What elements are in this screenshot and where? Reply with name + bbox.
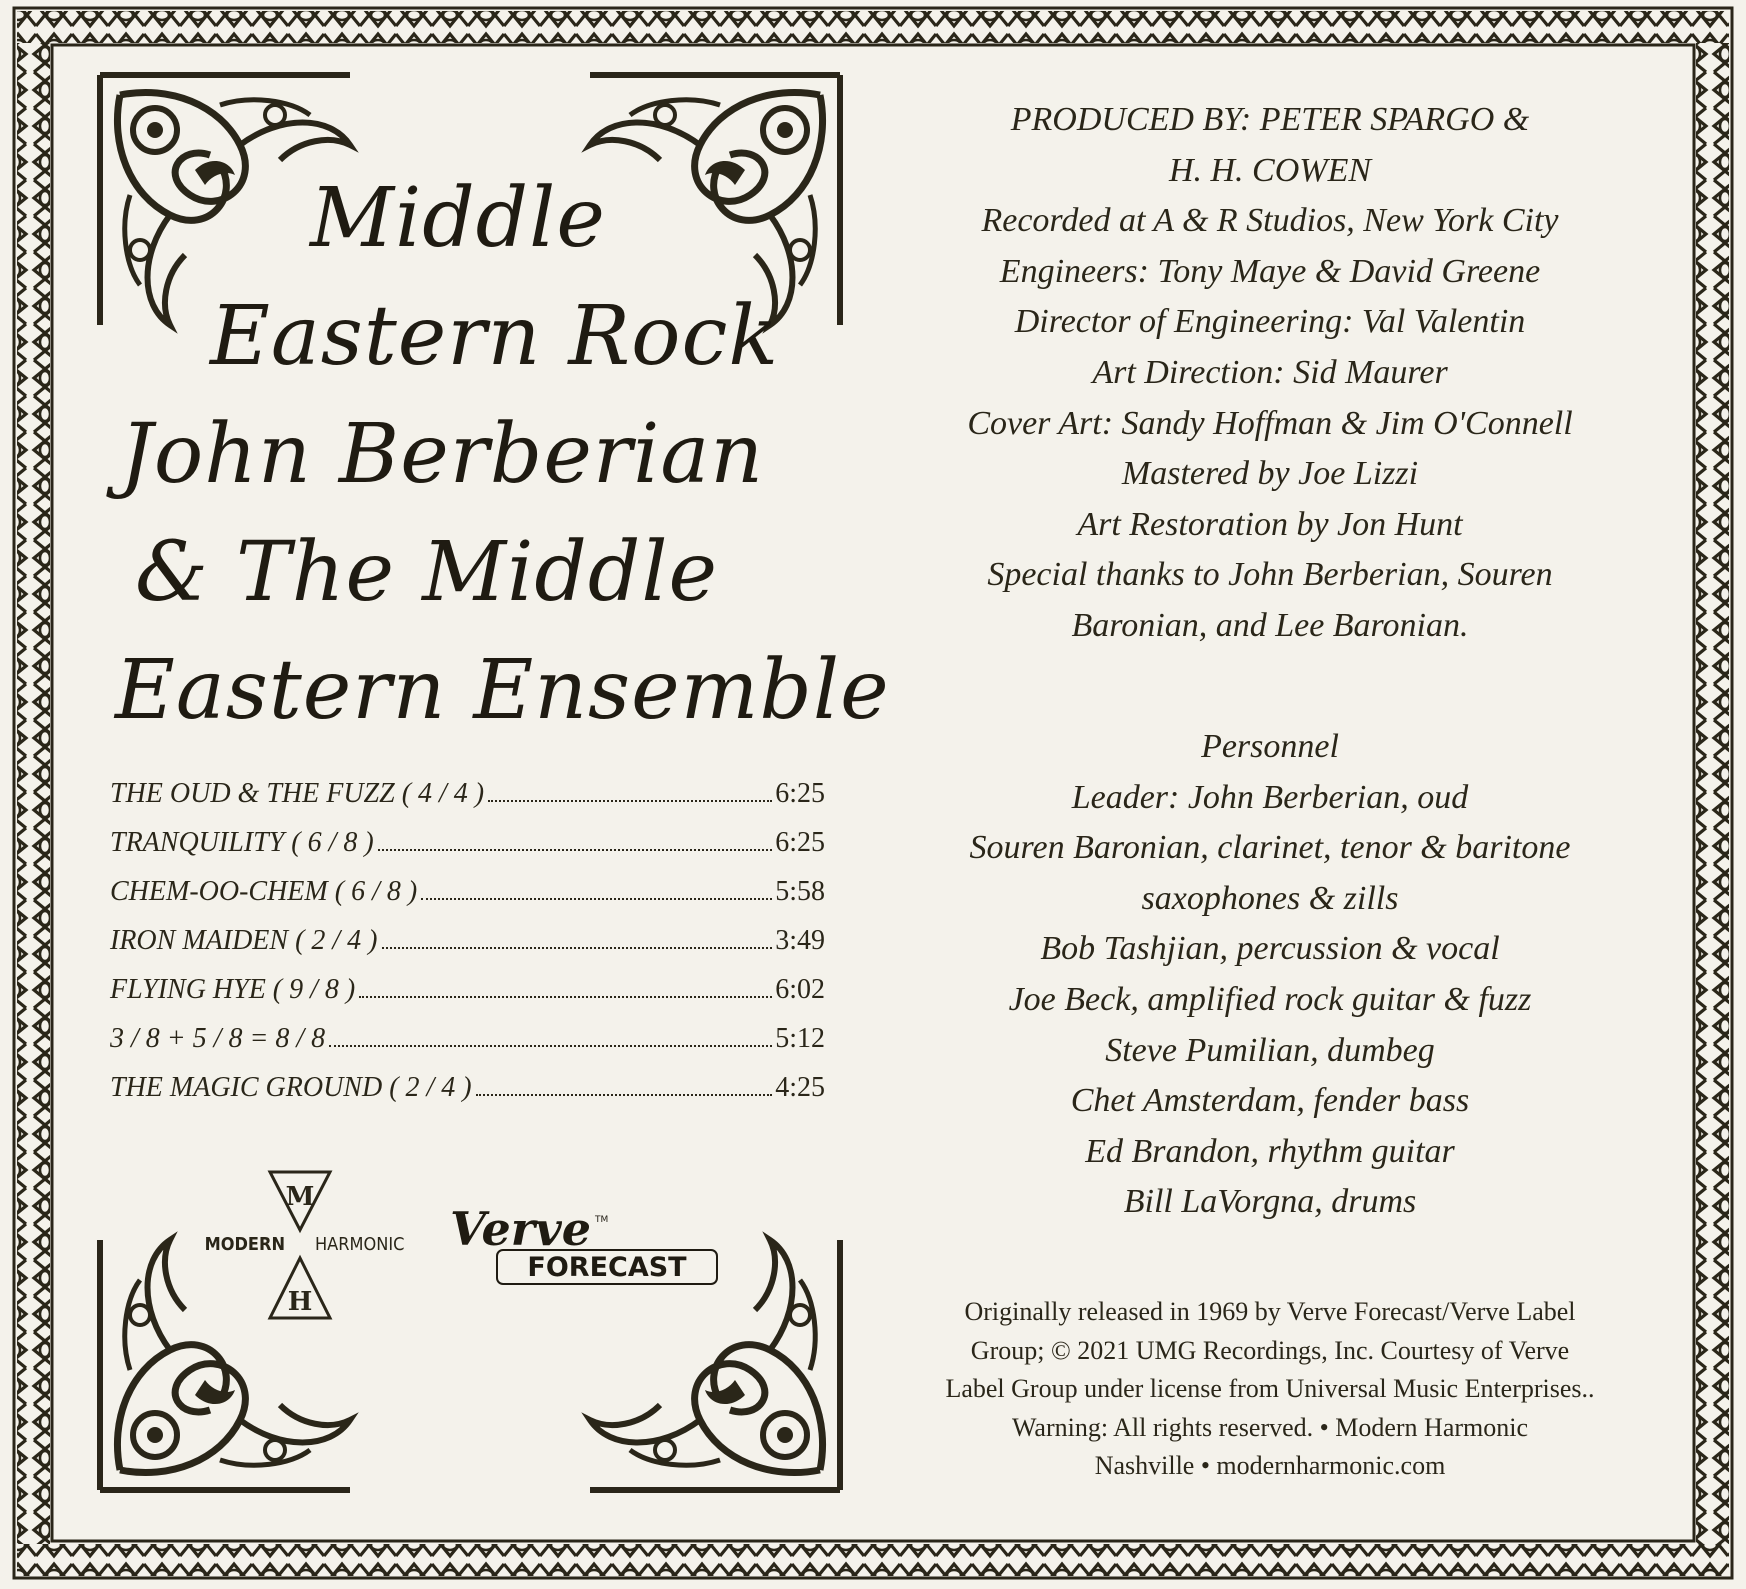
logo-letter-m: M	[285, 1182, 315, 1212]
legal-line: Warning: All rights reserved. • Modern Harmonic	[1011, 1412, 1529, 1442]
credit-line: Art Restoration by Jon Hunt	[1077, 505, 1463, 543]
title-line: & The Middle	[135, 525, 719, 620]
logo-word-modern: MODERN	[204, 1234, 285, 1255]
track-row	[110, 974, 825, 1023]
track-row	[110, 1072, 825, 1121]
track-name: THE MAGIC GROUND ( 2 / 4 )	[110, 1072, 472, 1103]
track-time: 5:12	[775, 1023, 825, 1054]
legal-line: Originally released in 1969 by Verve Forecast/Verve Label	[964, 1297, 1576, 1326]
personnel-line: Chet Amsterdam, fender bass	[1070, 1082, 1470, 1120]
track-row	[110, 1023, 825, 1072]
personnel-line: Joe Beck, amplified rock guitar & fuzz	[1008, 980, 1532, 1018]
track-name: IRON MAIDEN ( 2 / 4 )	[110, 925, 378, 956]
track-time: 3:49	[775, 925, 825, 956]
personnel-line: saxophones & zills	[1141, 879, 1399, 917]
credit-line: Special thanks to John Berberian, Souren	[987, 556, 1553, 594]
credit-line: H. H. COWEN	[1168, 151, 1372, 189]
personnel-line: Souren Baronian, clarinet, tenor & baritone	[969, 829, 1571, 867]
leader-dots	[382, 947, 773, 949]
track-name: CHEM-OO-CHEM ( 6 / 8 )	[110, 876, 418, 907]
legal-line: Group; © 2021 UMG Recordings, Inc. Courtesy of Verve	[970, 1335, 1570, 1365]
leader-dots	[476, 1094, 773, 1096]
credit-line: Art Direction: Sid Maurer	[1092, 353, 1448, 391]
track-name: 3 / 8 + 5 / 8 = 8 / 8	[110, 1023, 326, 1054]
modern-harmonic-logo	[200, 1170, 430, 1320]
personnel-list	[880, 722, 1660, 1228]
leader-dots	[359, 996, 772, 998]
track-time: 6:25	[775, 827, 825, 858]
credit-line: Recorded at A & R Studios, New York City	[981, 202, 1559, 240]
logo-letter-h: H	[287, 1287, 313, 1317]
leader-dots	[488, 800, 772, 802]
legal-line: Label Group under license from Universal Music Enterprises..	[945, 1374, 1595, 1404]
logo-word-harmonic: HARMONIC	[315, 1234, 405, 1255]
credit-line: Mastered by Joe Lizzi	[1121, 455, 1419, 493]
leader-dots	[329, 1045, 772, 1047]
track-list	[110, 778, 825, 1121]
track-name: TRANQUILITY ( 6 / 8 )	[110, 827, 374, 858]
title-line: Eastern Rock	[210, 289, 780, 384]
track-row	[110, 925, 825, 974]
credit-line: Baronian, and Lee Baronian.	[1071, 606, 1469, 644]
title-line: Middle	[310, 171, 606, 266]
track-time: 5:58	[775, 876, 825, 907]
logo-forecast-word: FORECAST	[527, 1252, 687, 1283]
personnel-heading: Personnel	[1201, 728, 1339, 765]
title-line: Eastern Ensemble	[115, 643, 890, 738]
personnel-line: Ed Brandon, rhythm guitar	[1085, 1132, 1455, 1170]
track-time: 6:25	[775, 778, 825, 809]
verve-forecast-logo	[445, 1200, 725, 1290]
track-row	[110, 827, 825, 876]
track-time: 4:25	[775, 1072, 825, 1103]
credit-line: PRODUCED BY: PETER SPARGO &	[1010, 101, 1530, 138]
album-title	[100, 160, 890, 750]
track-row	[110, 876, 825, 925]
personnel-line: Bob Tashjian, percussion & vocal	[1040, 930, 1500, 968]
leader-dots	[378, 849, 773, 851]
leader-dots	[421, 898, 772, 900]
track-row	[110, 778, 825, 827]
track-name: THE OUD & THE FUZZ ( 4 / 4 )	[110, 778, 485, 809]
personnel-line: Leader: John Berberian, oud	[1071, 778, 1469, 816]
credit-line: Director of Engineering: Val Valentin	[1014, 303, 1526, 341]
track-time: 6:02	[775, 974, 825, 1005]
production-credits	[880, 95, 1660, 652]
track-name: FLYING HYE ( 9 / 8 )	[110, 974, 356, 1005]
credit-line: Engineers: Tony Maye & David Greene	[999, 252, 1541, 290]
legal-notice	[880, 1293, 1660, 1486]
credit-line: Cover Art: Sandy Hoffman & Jim O'Connell	[967, 404, 1573, 442]
title-line: John Berberian	[120, 407, 765, 502]
logo-verve-tm: TM	[595, 1215, 609, 1225]
legal-line: Nashville • modernharmonic.com	[1094, 1451, 1446, 1481]
logo-verve-script: Verve	[450, 1202, 591, 1256]
personnel-line: Steve Pumilian, dumbeg	[1105, 1031, 1435, 1069]
personnel-line: Bill LaVorgna, drums	[1123, 1183, 1417, 1221]
